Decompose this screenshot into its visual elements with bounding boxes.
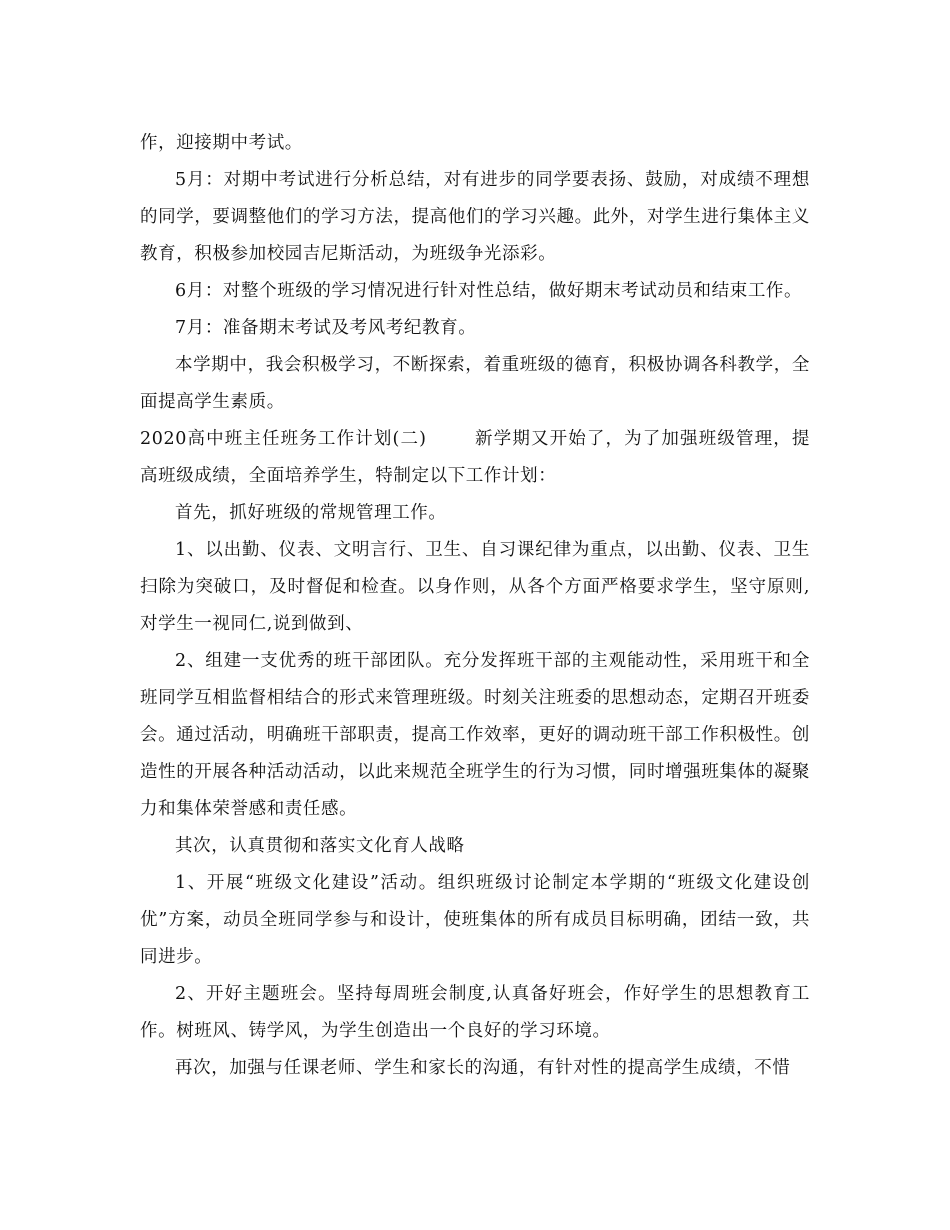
paragraph-attendance: 1、以出勤、仪表、文明言行、卫生、自习课纪律为重点，以出勤、仪表、卫生扫除为突破口，及时督促和检查。以身作则，从各个方面严格要求学生，坚守原则,对学生一视同仁,说到做到、 [140, 540, 810, 634]
paragraph-continuation: 作，迎接期中考试。 [140, 133, 303, 153]
paragraph-class-culture: 1、开展“班级文化建设”活动。组织班级讨论制定本学期的“班级文化建设创优”方案，动员全班同学参与和设计，使班集体的所有成员目标明确，团结一致，共同进步。 [140, 873, 810, 967]
paragraph-third-point: 再次，加强与任课老师、学生和家长的沟通，有针对性的提高学生成绩，不惜 [175, 1058, 791, 1078]
paragraph-class-cadre: 2、组建一支优秀的班干部团队。充分发挥班干部的主观能动性，采用班干和全班同学互相监督相结合的形式来管理班级。时刻关注班委的思想动态，定期召开班委会。通过活动，明确班干部职责，提高工作效率，更好的调动班干部工作积极性。创造性的开展各种活动活动，以此来规范全班学生的行为习惯，同时增强班集体的凝聚力和集体荣誉感和责任感。 [140, 651, 810, 819]
paragraph-may-plan: 5月：对期中考试进行分析总结，对有进步的同学要表扬、鼓励，对成绩不理想的同学，要调整他们的学习方法，提高他们的学习兴趣。此外，对学生进行集体主义教育，积极参加校园吉尼斯活动，为班级争光添彩。 [140, 170, 810, 264]
paragraph-theme-meeting: 2、开好主题班会。坚持每周班会制度,认真备好班会，作好学生的思想教育工作。树班风、铸学风，为学生创造出一个良好的学习环境。 [140, 984, 810, 1041]
paragraph-june-plan: 6月：对整个班级的学习情况进行针对性总结，做好期末考试动员和结束工作。 [175, 281, 803, 301]
paragraph-plan-two-intro [140, 421, 810, 495]
intro-text: 新学期又开始了，为了加强班级管理，提高班级成绩，全面培养学生，特制定以下工作计划： [140, 429, 810, 486]
paragraph-first-point: 首先，抓好班级的常规管理工作。 [175, 503, 447, 523]
paragraph-july-plan: 7月：准备期末考试及考风考纪教育。 [175, 318, 477, 338]
paragraph-second-point: 其次，认真贯彻和落实文化育人战略 [175, 836, 465, 856]
paragraph-semester-summary: 本学期中，我会积极学习，不断探索，着重班级的德育，积极协调各科教学，全面提高学生素质。 [140, 355, 810, 412]
section-heading: 2020高中班主任班务工作计划(二) [140, 429, 427, 449]
document-body [140, 125, 810, 1087]
